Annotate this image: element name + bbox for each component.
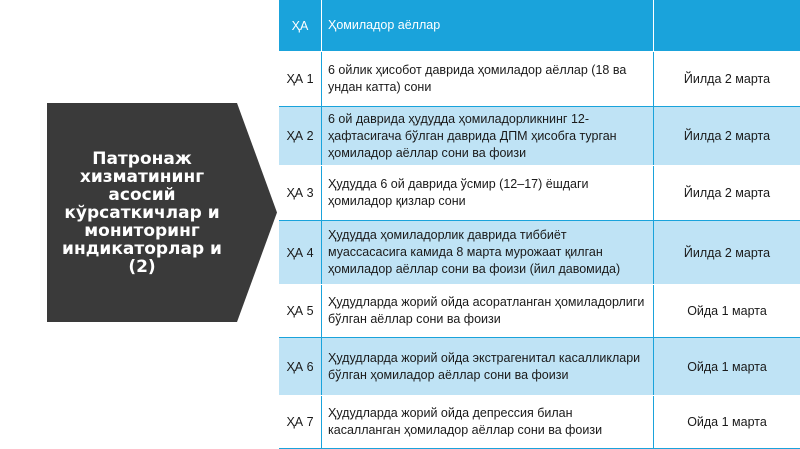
row-frequency: Йилда 2 марта — [683, 186, 771, 200]
row-code: ҲА 3 — [279, 166, 322, 220]
row-frequency: Йилда 2 марта — [683, 72, 771, 86]
row-code: ҲА 5 — [279, 285, 322, 337]
row-description: Ҳудудда 6 ой даврида ўсмир (12–17) ёшдаги ҳомиладор қизлар сони — [322, 166, 654, 220]
table-row — [279, 107, 800, 166]
panel-title: Патронаж хизматининг асосий кўрсаткичлар и мониторинг индикаторлар и (2) — [62, 148, 222, 277]
indicators-table — [279, 0, 800, 449]
header-frequency — [654, 0, 800, 51]
row-description: 6 ойлик ҳисобот даврида ҳомиладор аёллар (18 ва ундан катта) сони — [322, 52, 654, 106]
row-frequency: Ойда 1 марта — [687, 304, 767, 318]
header-description: Ҳомиладор аёллар — [322, 0, 654, 51]
row-frequency: Йилда 2 марта — [683, 245, 771, 260]
row-frequency: Йилда 2 марта — [683, 129, 771, 143]
row-description: Ҳудудларда жорий ойда асоратланган ҳомиладорлиги бўлган аёллар сони ва фоизи — [322, 285, 654, 337]
table-row — [279, 221, 800, 285]
row-description: Ҳудудларда жорий ойда экстрагенитал касалликлари бўлган ҳомиладор аёллар сони ва фоизи — [322, 338, 654, 395]
table-header-row — [279, 0, 800, 52]
table-row — [279, 338, 800, 396]
row-description: Ҳудудда ҳомиладорлик даврида тиббиёт муассасасига камида 8 марта мурожаат қилган ҳомиладор аёллар сони ва фоизи (йил давомида) — [322, 221, 654, 284]
row-code: ҲА 1 — [279, 52, 322, 106]
row-code: ҲА 6 — [279, 338, 322, 395]
row-code: ҲА 2 — [279, 107, 322, 165]
row-code: ҲА 7 — [279, 396, 322, 448]
row-code: ҲА 4 — [279, 221, 322, 284]
row-description: 6 ой даврида ҳудудда ҳомиладорликнинг 12-ҳафтасигача бўлган даврида ДПМ ҳисобга турган ҳомиладор аёллар сони ва фоизи — [322, 107, 654, 165]
table-row — [279, 166, 800, 221]
title-arrow-panel — [47, 103, 277, 322]
row-frequency: Ойда 1 марта — [687, 359, 767, 374]
table-row — [279, 52, 800, 107]
row-frequency: Ойда 1 марта — [687, 415, 767, 429]
row-description: Ҳудудларда жорий ойда депрессия билан касалланган ҳомиладор аёллар сони ва фоизи — [322, 396, 654, 448]
header-code: ҲА — [279, 0, 322, 51]
table-row — [279, 285, 800, 338]
table-row — [279, 396, 800, 449]
